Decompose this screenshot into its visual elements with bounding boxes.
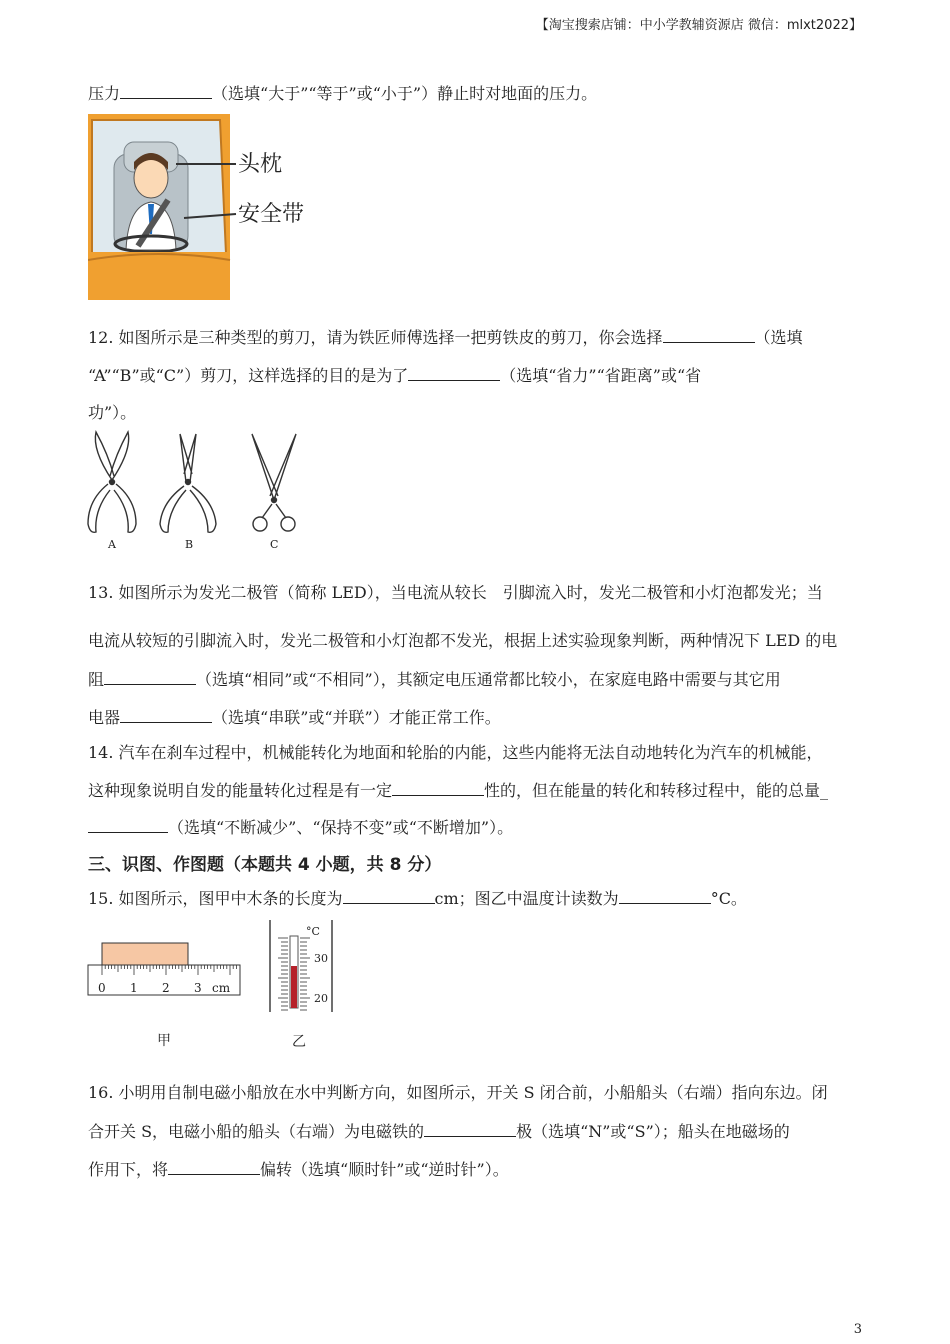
answer-blank[interactable] [408,364,500,381]
answer-blank[interactable] [104,668,196,685]
q14-line2 [88,779,828,802]
ruler-tick-2: 2 [162,981,170,995]
q12-text-post: （选填 [754,328,803,347]
headrest-label: 头枕 [238,152,283,177]
q15-text-mid: cm；图乙中温度计读数为 [434,889,619,908]
q14-line1: 14. 汽车在刹车过程中，机械能转化为地面和轮胎的内能，这些内能将无法自动地转化为汽车的机械能， [88,743,823,762]
q13-text3-post: （选填“相同”或“不相同”），其额定电压通常都比较小，在家庭电路中需要与其它用 [196,670,781,689]
ruler-tick-3: 3 [194,981,202,995]
thermo-label-20: 20 [314,992,328,1005]
answer-blank[interactable] [88,816,168,833]
scissors-label-b: B [185,538,194,551]
caption-jia: 甲 [157,1033,171,1049]
ruler-unit: cm [212,981,231,995]
thermometer-figure [266,918,340,1014]
thermo-label-30: 30 [314,952,328,965]
q13-text4-post: （选填“串联”或“并联”）才能正常工作。 [212,708,501,727]
caption-yi: 乙 [292,1034,306,1050]
q13-text4: 电器 [88,708,121,727]
q15-text: 15. 如图所示，图甲中木条的长度为 [88,889,343,908]
answer-blank[interactable] [424,1120,516,1137]
q16-line1: 16. 小明用自制电磁小船放在水中判断方向，如图所示，开关 S 闭合前，小船船头（右端）指向东边。闭 [88,1083,828,1102]
scissors-label-a: A [108,538,116,551]
q13-line1: 13. 如图所示为发光二极管（简称 LED），当电流从较长 引脚流入时，发光二极管和小灯泡都发光；当 [88,583,823,602]
answer-blank[interactable] [392,779,484,796]
q16-text3: 作用下，将 [88,1160,169,1179]
page-header: 【淘宝搜索店铺：中小学教辅资源店 微信：mlxt2022】 [535,18,862,33]
q13-line4 [88,706,501,729]
answer-blank[interactable] [619,887,711,904]
q13-text3: 阻 [88,670,105,689]
answer-blank[interactable] [120,706,212,723]
scissors-label-c: C [270,538,279,551]
scissors-figure [84,430,304,552]
q12-text: 12. 如图所示是三种类型的剪刀，请为铁匠师傅选择一把剪铁皮的剪刀，你会选择 [88,328,663,347]
q11-text: 压力 [88,84,121,103]
ruler-tick-1: 1 [130,981,138,995]
q16-text3-post: 偏转（选填“顺时针”或“逆时针”）。 [260,1160,509,1179]
section-title: 三、识图、作图题（本题共 4 小题，共 8 分） [88,855,442,875]
q12-text2-post: （选填“省力”“省距离”或“省 [500,366,702,385]
q12-text2: “A”“B”或“C”）剪刀，这样选择的目的是为了 [88,366,409,385]
page-number: 3 [853,1322,862,1337]
answer-blank[interactable] [343,887,435,904]
q16-text2: 合开关 S，电磁小船的船头（右端）为电磁铁的 [88,1122,425,1141]
answer-blank[interactable] [663,326,755,343]
q14-text2: 这种现象说明自发的能量转化过程是有一定 [88,781,393,800]
q15-text-post: °C。 [710,889,747,908]
answer-blank[interactable] [168,1158,260,1175]
ruler-tick-0: 0 [98,981,106,995]
answer-blank[interactable] [120,82,212,99]
q16-text2-post: 极（选填“N”或“S”）；船头在地磁场的 [516,1122,790,1141]
q14-text2-post: 性的，但在能量的转化和转移过程中，能的总量_ [484,781,829,800]
car-driver-figure [88,114,318,300]
thermo-unit: °C [306,925,320,938]
q14-text3-post: （选填“不断减少”、“保持不变”或“不断增加”）。 [168,818,514,837]
q12-line1 [88,326,803,349]
q14-line3 [88,816,513,839]
q11-tail-line [88,82,597,105]
q16-line2 [88,1120,790,1143]
q15-line [88,887,747,910]
seatbelt-label: 安全带 [238,202,305,227]
q11-text-post: （选填“大于”“等于”或“小于”）静止时对地面的压力。 [212,84,598,103]
q12-line3: 功”）。 [88,403,137,422]
ruler-figure [86,940,242,1000]
q16-line3 [88,1158,509,1181]
q13-line2: 电流从较短的引脚流入时，发光二极管和小灯泡都不发光，根据上述实验现象判断，两种情况下 LED 的电 [88,631,838,650]
q12-line2 [88,364,701,387]
q13-line3 [88,668,781,691]
